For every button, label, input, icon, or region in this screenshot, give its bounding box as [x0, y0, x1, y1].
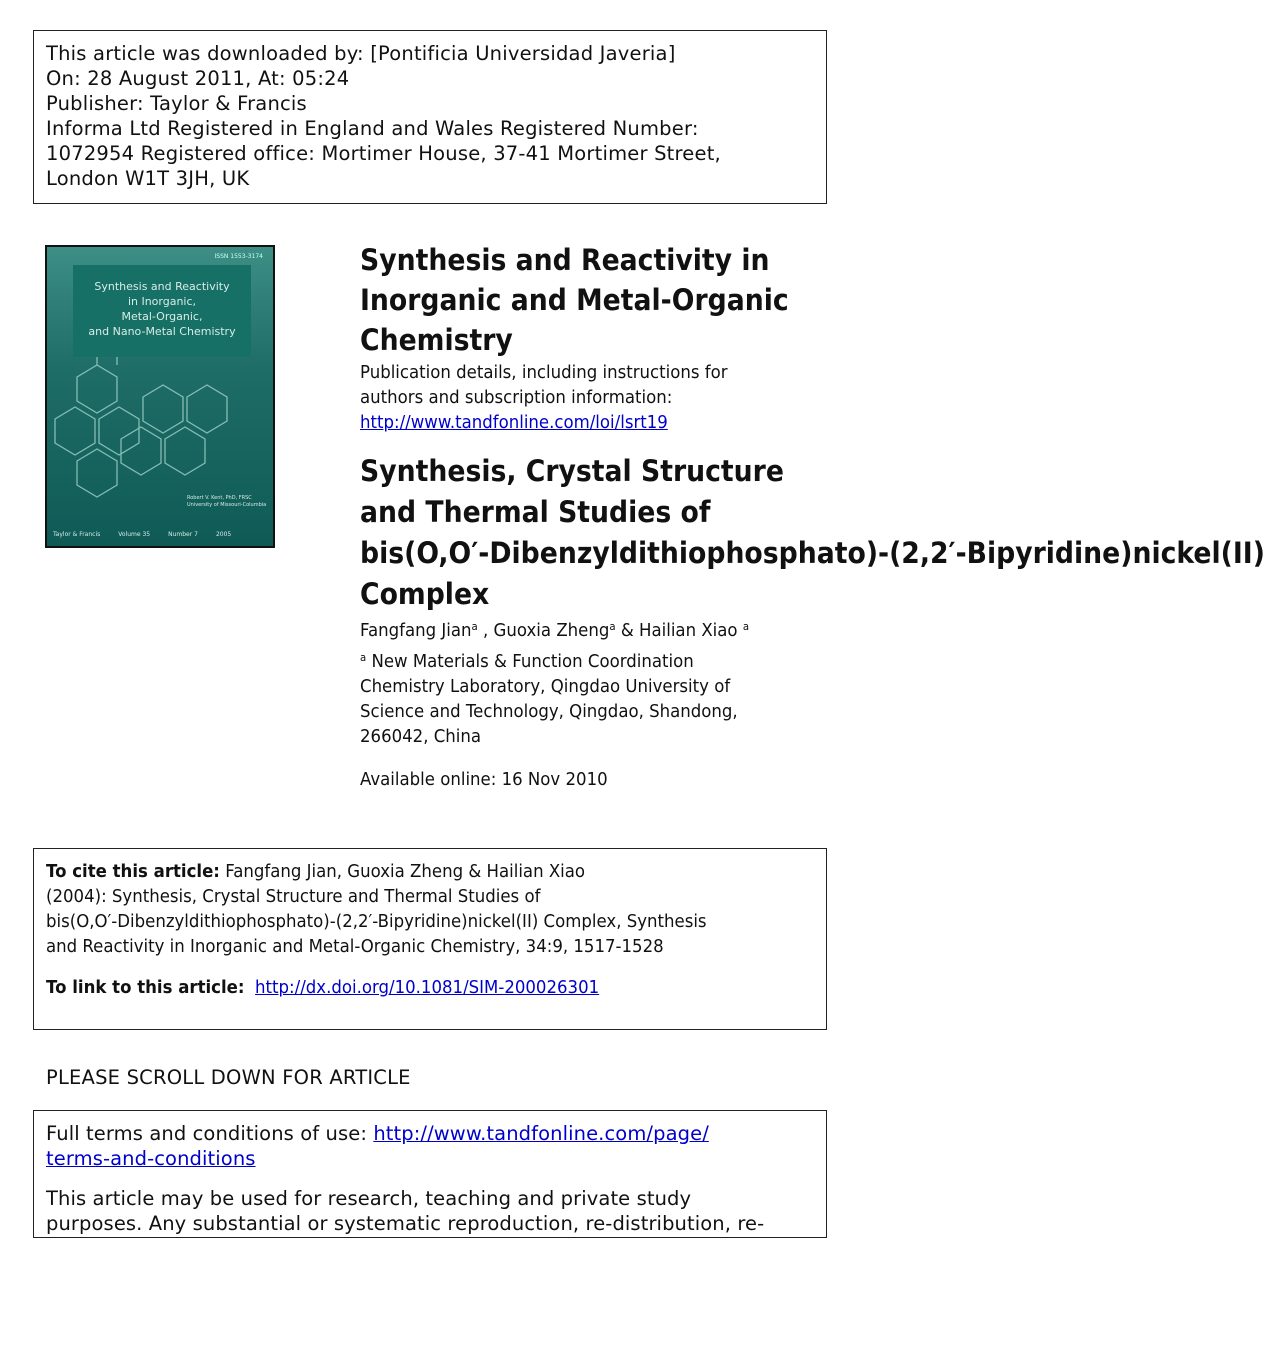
- available-online: Available online: 16 Nov 2010: [360, 769, 608, 790]
- affiliation-superscript: a: [360, 651, 367, 664]
- author-name: Fangfang Jian: [360, 620, 472, 641]
- cover-volume: Volume 35: [118, 531, 151, 538]
- author-superscript: a: [742, 620, 750, 633]
- affiliation: [360, 649, 738, 749]
- publication-details-line: Publication details, including instructions for: [360, 362, 728, 383]
- article-title-line: and Thermal Studies of: [360, 495, 711, 529]
- cover-publisher: Taylor & Francis: [53, 531, 101, 538]
- cite-line: and Reactivity in Inorganic and Metal-Organic Chemistry, 34:9, 1517-1528: [46, 936, 664, 957]
- terms-body-line: purposes. Any substantial or systematic reproduction, re-distribution, re-: [46, 1212, 765, 1235]
- download-notice-line: This article was downloaded by: [Pontificia Universidad Javeria]: [46, 42, 676, 65]
- cite-line: bis(O,O′-Dibenzyldithiophosphato)-(2,2′-Bipyridine)nickel(II) Complex, Synthesis: [46, 911, 707, 932]
- cover-title-line: Metal-Organic,: [121, 310, 203, 323]
- article-title: [360, 451, 1265, 615]
- author-superscript: a: [471, 620, 478, 633]
- download-notice-line: Informa Ltd Registered in England and Wales Registered Number:: [46, 117, 699, 140]
- cover-editor-name: Robert V. Kent, PhD, FRSC: [187, 495, 252, 501]
- doi-link[interactable]: http://dx.doi.org/10.1081/SIM-200026301: [255, 977, 600, 998]
- cover-number: Number 7: [168, 531, 198, 538]
- cover-title-line: in Inorganic,: [127, 295, 197, 308]
- author-name: Guoxia Zheng: [493, 620, 610, 641]
- journal-title-line: Inorganic and Metal-Organic: [360, 283, 789, 317]
- download-notice-line: London W1T 3JH, UK: [46, 167, 250, 190]
- author-separator: &: [615, 620, 640, 641]
- terms-body-line: This article may be used for research, teaching and private study: [46, 1187, 692, 1210]
- author-superscript: a: [609, 620, 616, 633]
- cover-year: 2005: [215, 531, 232, 538]
- article-title-line: Synthesis, Crystal Structure: [360, 454, 784, 488]
- journal-title-line: Chemistry: [360, 323, 513, 357]
- affiliation-line: New Materials & Function Coordination: [371, 651, 694, 672]
- link-label: To link to this article:: [46, 977, 245, 998]
- download-notice-line: 1072954 Registered office: Mortimer House, 37-41 Mortimer Street,: [46, 142, 721, 165]
- cover-issn: ISSN 1553-3174: [214, 253, 263, 260]
- cover-editor: [187, 495, 266, 509]
- download-notice-line: On: 28 August 2011, At: 05:24: [46, 67, 350, 90]
- author-list: [360, 618, 749, 643]
- cover-footer: [53, 531, 267, 538]
- cite-line: Fangfang Jian, Guoxia Zheng & Hailian Xiao: [225, 861, 586, 882]
- affiliation-line: Chemistry Laboratory, Qingdao University of: [360, 676, 731, 697]
- download-notice-box: [33, 30, 827, 204]
- publication-details-line: authors and subscription information:: [360, 387, 673, 408]
- journal-title-line: Synthesis and Reactivity in: [360, 243, 770, 277]
- terms-url-link[interactable]: http://www.tandfonline.com/page/: [373, 1122, 709, 1145]
- article-title-line: Complex: [360, 577, 490, 611]
- terms-intro: Full terms and conditions of use:: [46, 1122, 367, 1145]
- journal-cover-image: [45, 245, 275, 548]
- journal-title: [360, 240, 789, 360]
- terms-url-link-continued[interactable]: terms-and-conditions: [46, 1147, 256, 1170]
- author-separator: ,: [477, 620, 494, 641]
- cover-title-line: and Nano-Metal Chemistry: [88, 325, 236, 338]
- download-notice-line: Publisher: Taylor & Francis: [46, 92, 307, 115]
- citation-box: [33, 848, 827, 1030]
- journal-url-link[interactable]: http://www.tandfonline.com/loi/lsrt19: [360, 412, 668, 433]
- author-name: Hailian Xiao: [639, 620, 738, 641]
- cover-editor-affiliation: University of Missouri-Columbia: [187, 502, 267, 508]
- cite-line: (2004): Synthesis, Crystal Structure and Thermal Studies of: [46, 886, 541, 907]
- affiliation-line: Science and Technology, Qingdao, Shandong,: [360, 701, 738, 722]
- terms-box: [33, 1110, 827, 1238]
- affiliation-line: 266042, China: [360, 726, 482, 747]
- cover-title-line: Synthesis and Reactivity: [94, 280, 230, 293]
- scroll-notice: PLEASE SCROLL DOWN FOR ARTICLE: [46, 1066, 411, 1089]
- article-title-line: bis(O,O′-Dibenzyldithiophosphato)-(2,2′-Bipyridine)nickel(II): [360, 536, 1265, 570]
- cite-label: To cite this article:: [46, 861, 220, 882]
- publication-details: [360, 360, 728, 435]
